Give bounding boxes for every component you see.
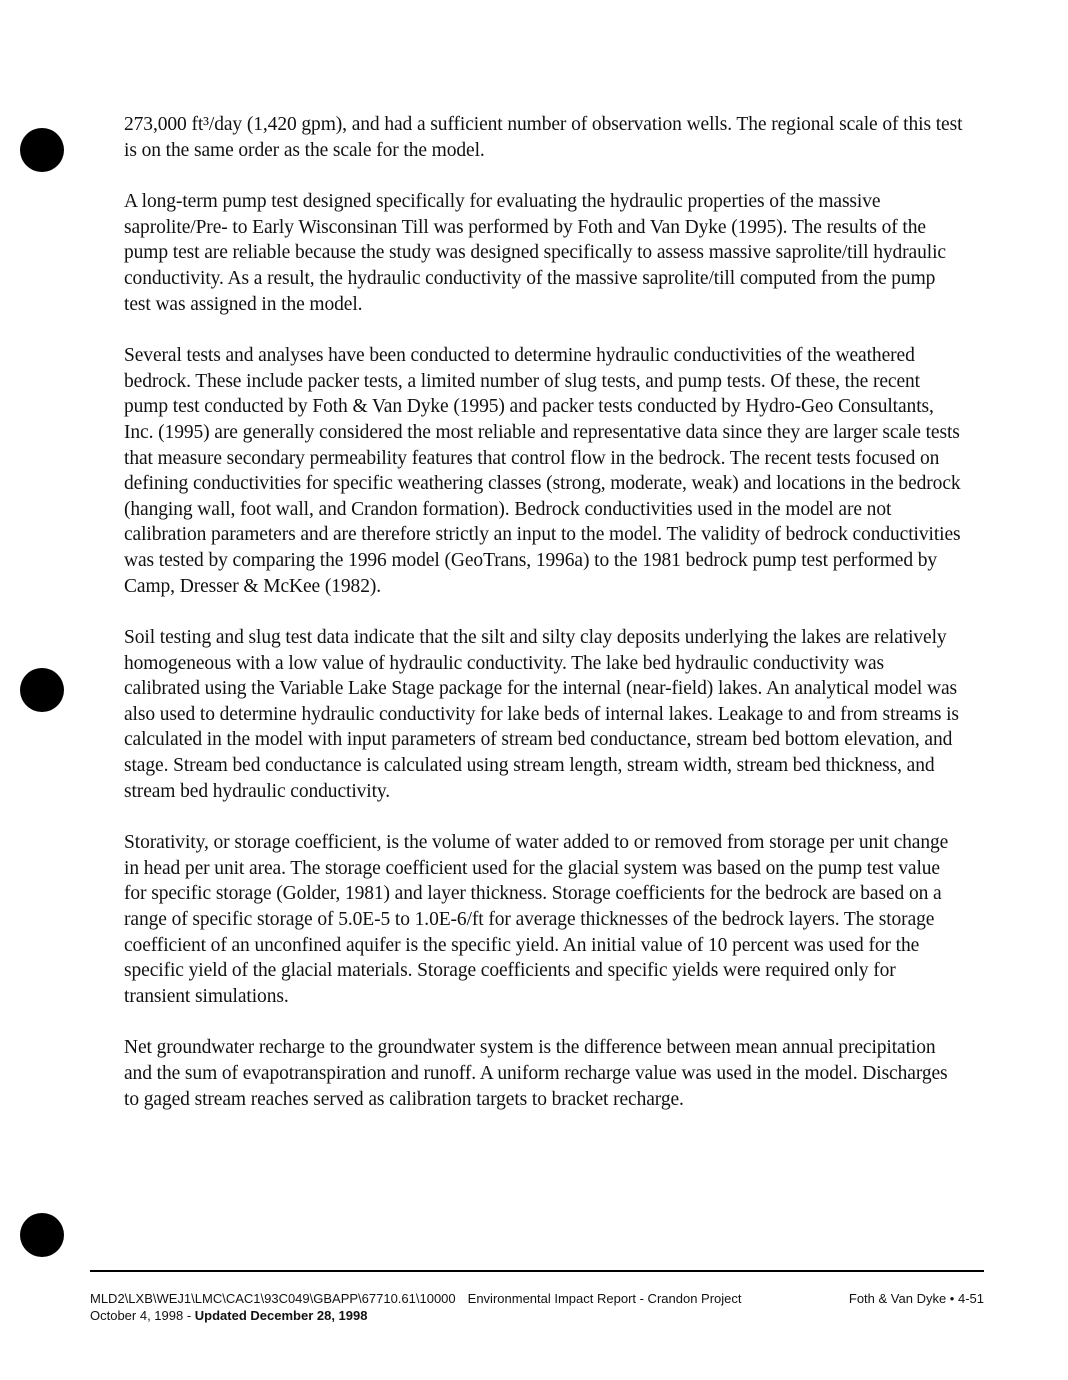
footer-report-title: Environmental Impact Report - Crandon Project <box>467 1291 742 1306</box>
paragraph-recharge: Net groundwater recharge to the groundwater system is the difference between mean annual precipitation and the sum of evapotranspiration and runoff. A uniform recharge value was used in the model. Discharges to gaged stream reaches served as calibration targets to bracket recharge. <box>124 1037 948 1110</box>
page-body <box>124 112 964 1138</box>
footer-date: October 4, 1998 - <box>90 1308 195 1323</box>
footer-file-path: MLD2\LXB\WEJ1\LMC\CAC1\93C049\GBAPP\67710.61\10000 <box>90 1291 456 1306</box>
paragraph-storativity: Storativity, or storage coefficient, is the volume of water added to or removed from storage per unit change in head per unit area. The storage coefficient used for the glacial system was based on the pump test value for specific storage (Golder, 1981) and layer thickness. Storage coefficients for the bedrock are based on a range of specific storage of 5.0E-5 to 1.0E-6/ft for average thicknesses of the bedrock layers. The storage coefficient of an unconfined aquifer is the specific yield. An initial value of 10 percent was used for the specific yield of the glacial materials. Storage coefficients and specific yields were required only for transient simulations. <box>124 832 949 1007</box>
footer-company-page-number: Foth & Van Dyke • 4-51 <box>848 1291 984 1306</box>
binder-hole-top <box>20 128 64 172</box>
binder-hole-middle <box>20 668 64 712</box>
footer-divider <box>90 1270 984 1272</box>
paragraph-pump-test-scale: 273,000 ft³/day (1,420 gpm), and had a sufficient number of observation wells. The regional scale of this test is on the same order as the scale for the model. <box>124 114 963 161</box>
footer-updated-date: Updated December 28, 1998 <box>194 1308 368 1323</box>
paragraph-bedrock-conductivity: Several tests and analyses have been conducted to determine hydraulic conductivities of the weathered bedrock. These include packer tests, a limited number of slug tests, and pump tests. Of these, the recent pump test conducted by Foth & Van Dyke (1995) and packer tests conducted by Hydro-Geo Consultants, Inc. (1995) are generally considered the most reliable and representative data since they are larger scale tests that measure secondary permeability features that control flow in the bedrock. The recent tests focused on defining conductivities for specific weathering classes (strong, moderate, weak) and locations in the bedrock (hanging wall, foot wall, and Crandon formation). Bedrock conductivities used in the model are not calibration parameters and are therefore strictly an input to the model. The validity of bedrock conductivities was tested by comparing the 1996 model (GeoTrans, 1996a) to the 1981 bedrock pump test performed by Camp, Dresser & McKee (1982). <box>124 345 961 597</box>
paragraph-lake-stream-beds: Soil testing and slug test data indicate that the silt and silty clay deposits underlying the lakes are relatively homogeneous with a low value of hydraulic conductivity. The lake bed hydraulic conductivity was calibrated using the Variable Lake Stage package for the internal (near-field) lakes. An analytical model was also used to determine hydraulic conductivity for lake beds of internal lakes. Leakage to and from streams is calculated in the model with input parameters of stream bed conductance, stream bed bottom elevation, and stage. Stream bed conductance is calculated using stream length, stream width, stream bed thickness, and stream bed hydraulic conductivity. <box>124 627 959 802</box>
paragraph-saprolite-till: A long-term pump test designed specifically for evaluating the hydraulic properties of the massive saprolite/Pre- to Early Wisconsinan Till was performed by Foth and Van Dyke (1995). The results of the pump test are reliable because the study was designed specifically to assess massive saprolite/till hydraulic conductivity. As a result, the hydraulic conductivity of the massive saprolite/till computed from the pump test was assigned in the model. <box>124 191 946 315</box>
page-footer <box>90 1290 984 1324</box>
binder-hole-bottom <box>20 1213 64 1257</box>
